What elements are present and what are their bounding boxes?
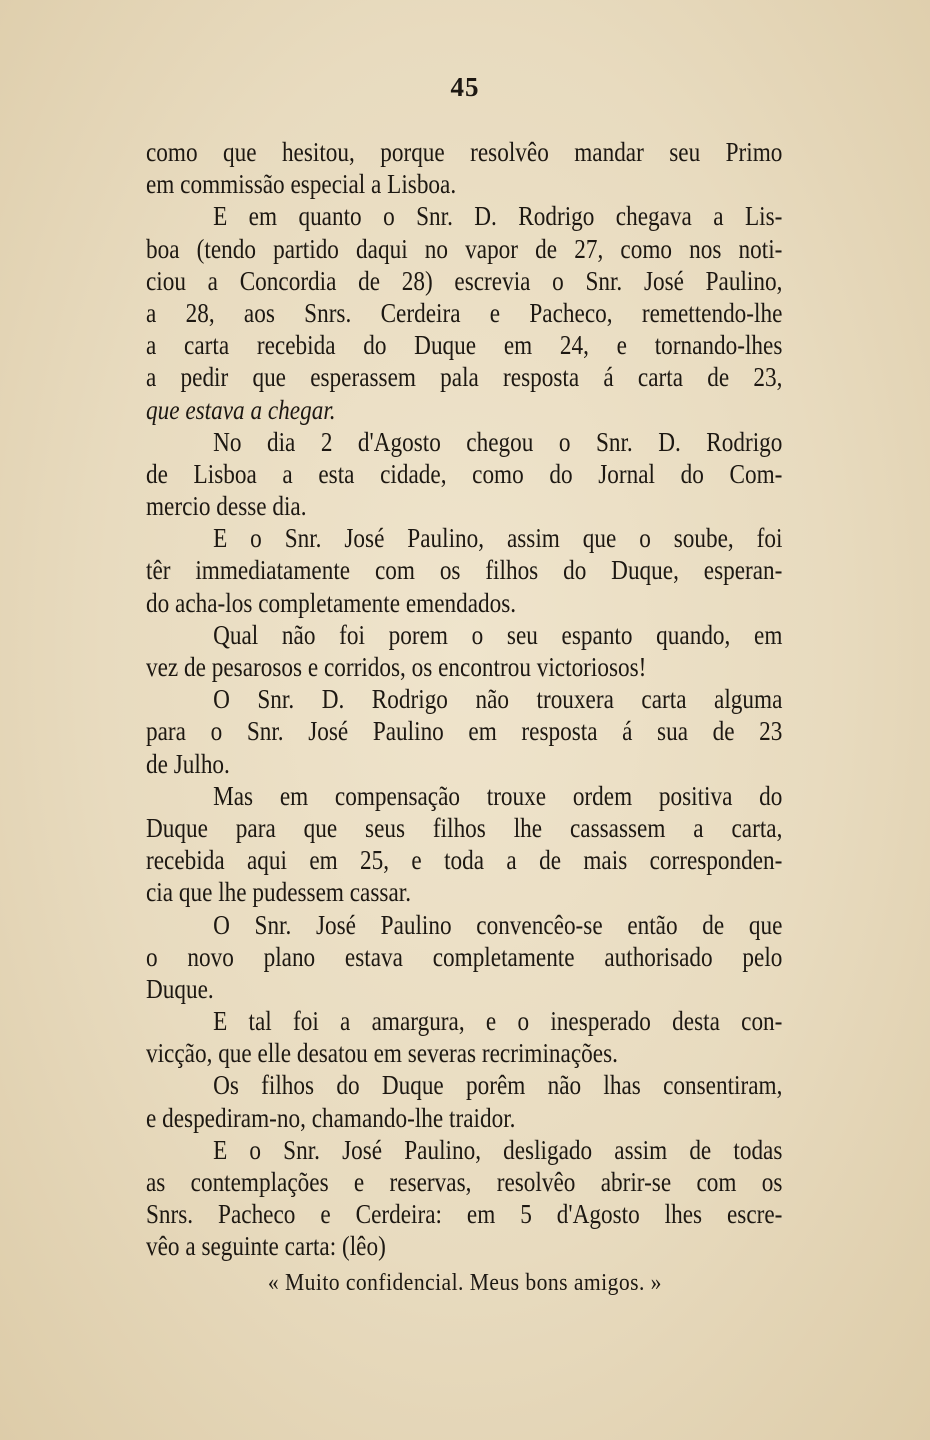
text-line: para o Snr. José Paulino em resposta á sua de 23 [146, 716, 783, 747]
closing-quote [0, 1270, 930, 1297]
text-line: a carta recebida do Duque em 24, e tornando-lhes [146, 330, 783, 361]
text-line: como que hesitou, porque resolvêo mandar seu Primo [146, 137, 783, 167]
text-line: Mas em compensação trouxe ordem positiva do [213, 780, 783, 811]
text-line: vez de pesarosos e corridos, os encontrou victoriosos! [146, 652, 647, 682]
text-line: e despediram-no, chamando-lhe traidor. [146, 1102, 516, 1133]
text-line: E o Snr. José Paulino, desligado assim de todas [213, 1134, 783, 1165]
text-line: vêo a seguinte carta: (lêo) [146, 1231, 386, 1262]
text-line: mercio desse dia. [146, 491, 307, 522]
text-line: a pedir que esperassem pala resposta á carta de 23, [146, 362, 783, 393]
text-line: recebida aqui em 25, e toda a de mais corresponden- [146, 845, 783, 876]
text-line: que estava a chegar. [146, 394, 336, 425]
page-number: 45 [450, 72, 480, 102]
text-line: de Lisboa a esta cidade, como do Jornal do Com- [146, 458, 783, 489]
text-line: ciou a Concordia de 28) escrevia o Snr. José Paulino, [146, 265, 783, 296]
text-line: em commissão especial a Lisboa. [146, 169, 457, 200]
text-line: boa (tendo partido daqui no vapor de 27, como nos noti- [146, 233, 783, 264]
text-line: O Snr. José Paulino convencêo-se então de que [213, 909, 783, 940]
text-line: de Julho. [146, 748, 230, 779]
text-line: O Snr. D. Rodrigo não trouxera carta alguma [213, 684, 783, 715]
body-text [146, 136, 782, 1263]
text-line: Qual não foi porem o seu espanto quando, em [213, 619, 783, 650]
text-line: cia que lhe pudessem cassar. [146, 877, 412, 908]
closing-quote-text: « Muito confidencial. Meus bons amigos. » [267, 1270, 663, 1296]
text-line: E o Snr. José Paulino, assim que o soube, foi [213, 523, 783, 554]
text-line: E tal foi a amargura, e o inesperado desta con- [213, 1006, 783, 1037]
text-line: Os filhos do Duque porêm não lhas consentiram, [213, 1070, 783, 1101]
text-line: Duque. [146, 973, 214, 1004]
text-line: No dia 2 d'Agosto chegou o Snr. D. Rodrigo [213, 426, 783, 457]
text-line: vicção, que elle desatou em severas recriminações. [146, 1038, 618, 1069]
text-line: do acha-los completamente emendados. [146, 587, 517, 618]
text-line: têr immediatamente com os filhos do Duque, esperan- [146, 555, 783, 586]
text-line: Duque para que seus filhos lhe cassassem a carta, [146, 812, 783, 843]
text-line: as contemplações e reservas, resolvêo abrir-se com os [146, 1167, 783, 1197]
text-line: o novo plano estava completamente authorisado pelo [146, 941, 783, 972]
text-line: Snrs. Pacheco e Cerdeira: em 5 d'Agosto lhes escre- [146, 1199, 783, 1230]
text-line: a 28, aos Snrs. Cerdeira e Pacheco, remettendo-lhe [146, 297, 783, 328]
text-line: E em quanto o Snr. D. Rodrigo chegava a Lis- [213, 201, 783, 232]
